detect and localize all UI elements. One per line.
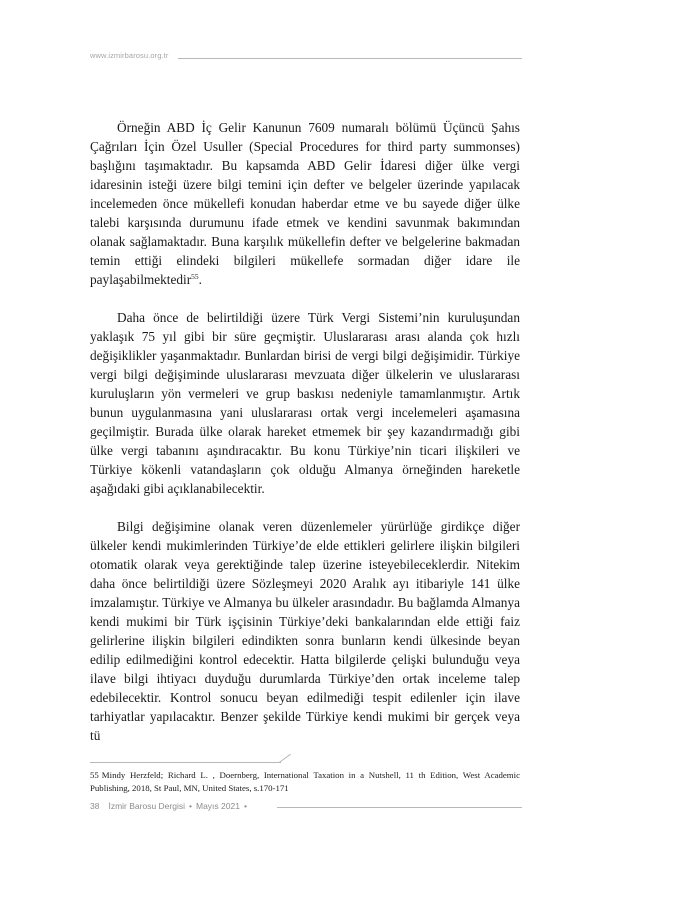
paragraph-1: [90, 118, 520, 289]
paragraph-2: Daha önce de belirtildiği üzere Türk Vergi Sistemi’nin kuruluşundan yaklaşık 75 yıl gibi bir süre geçmiştir. Uluslararası arası alanda çok hızlı değişiklikler yaşanmaktadır. Bunlardan birisi de vergi bilgi değişimidir. Türkiye vergi bilgi değişiminde uluslararası mevzuata diğer ülkelerin ve uluslararası kuruluşların yön vermeleri ve grup baskısı nedeniyle tamamlanmıştır. Artık bunun uygulanmasına yani uluslararası ortak vergi incelemeleri aşamasına geçilmiştir. Burada ülke olarak hareket etmemek bir şey kazandırmadığı gibi ülke vergi tabanını aşındıracaktır. Bu konu Türkiye’nin ticari ilişkileri ve Türkiye kökenli vatandaşların çok olduğu Almanya örneğinden hareketle aşağıdaki gibi açıklanabilecektir.: [90, 310, 520, 496]
body-text: [90, 118, 520, 745]
footer-text: [90, 801, 251, 811]
paragraph-1-end: .: [198, 272, 202, 287]
page-footer: [90, 801, 522, 815]
journal-name: İzmir Barosu Dergisi: [108, 801, 185, 811]
footnote-number: 55: [90, 770, 99, 780]
footnote-text: Mindy Herzfeld; Richard L. , Doernberg, International Taxation in a Nutshell, 11 th Edition, West Academic Publishing, 2018, St Paul, MN, United States, s.170-171: [90, 770, 520, 793]
footnote-reference[interactable]: 55: [191, 272, 199, 281]
paragraph-1-text: Örneğin ABD İç Gelir Kanunun 7609 numaralı bölümü Üçüncü Şahıs Çağrıları İçin Özel Usuller (Special Procedures for third party summonses) başlığını taşımaktadır. Bu kapsamda ABD Gelir İdaresi diğer ülke vergi idaresinin isteği üzere bilgi temini için defter ve belgeler üzerinde yapılacak incelemeden önce mükellefi konudan haberdar etme ve bu sayede diğer ülke talebi karşısında durumunu ifade etmek ve kendini savunmak bakımından olanak sağlamaktadır. Buna karşılık mükellefin defter ve belgelerine bakmadan temin ettiği elindeki bilgileri mükellefe sormadan diğer idare ile paylaşabilmektedir: [90, 120, 520, 287]
page-number: 38: [90, 801, 100, 811]
footer-rule: [277, 807, 522, 808]
paragraph-3: Bilgi değişimine olanak veren düzenlemeler yürürlüğe girdikçe diğer ülkeler kendi mukimlerinden Türkiye’de elde ettikleri gelirlere ilişkin bilgileri otomatik olarak veya gerektiğinde talep üzerine isteyebileceklerdir. Nitekim daha önce belirtildiği üzere Sözleşmeyi 2020 Aralık ayı itibariyle 141 ülke imzalamıştır. Türkiye ve Almanya bu ülkeler arasındadır. Bu bağlamda Almanya kendi mukimi bir Türk işçisinin Türkiye’deki bankalarından elde ettiği faiz gelirlerine ilişkin bilgileri edindikten sonra bunların kendi ülkesinde beyan edilip edilmediğini kontrol edecektir. Hatta bilgilerde çelişki bulunduğu veya ilave bilgi ihtiyacı duyduğu durumlarda Türkiye’den ortak inceleme talep edebilecektir. Kontrol sonucu beyan edilmediği tespit edilenler için ilave tarhiyatlar yapılacaktır. Benzer şekilde Türkiye kendi mukimi bir gerçek veya tü: [90, 519, 520, 743]
footnote: [90, 769, 520, 795]
header-url[interactable]: www.izmirbarosu.org.tr: [90, 51, 169, 60]
issue-date: Mayıs 2021: [195, 801, 240, 811]
header-rule: [178, 58, 522, 59]
footer-separator: •: [189, 801, 192, 811]
page-header: [90, 51, 522, 65]
footer-separator-end: •: [243, 801, 247, 811]
